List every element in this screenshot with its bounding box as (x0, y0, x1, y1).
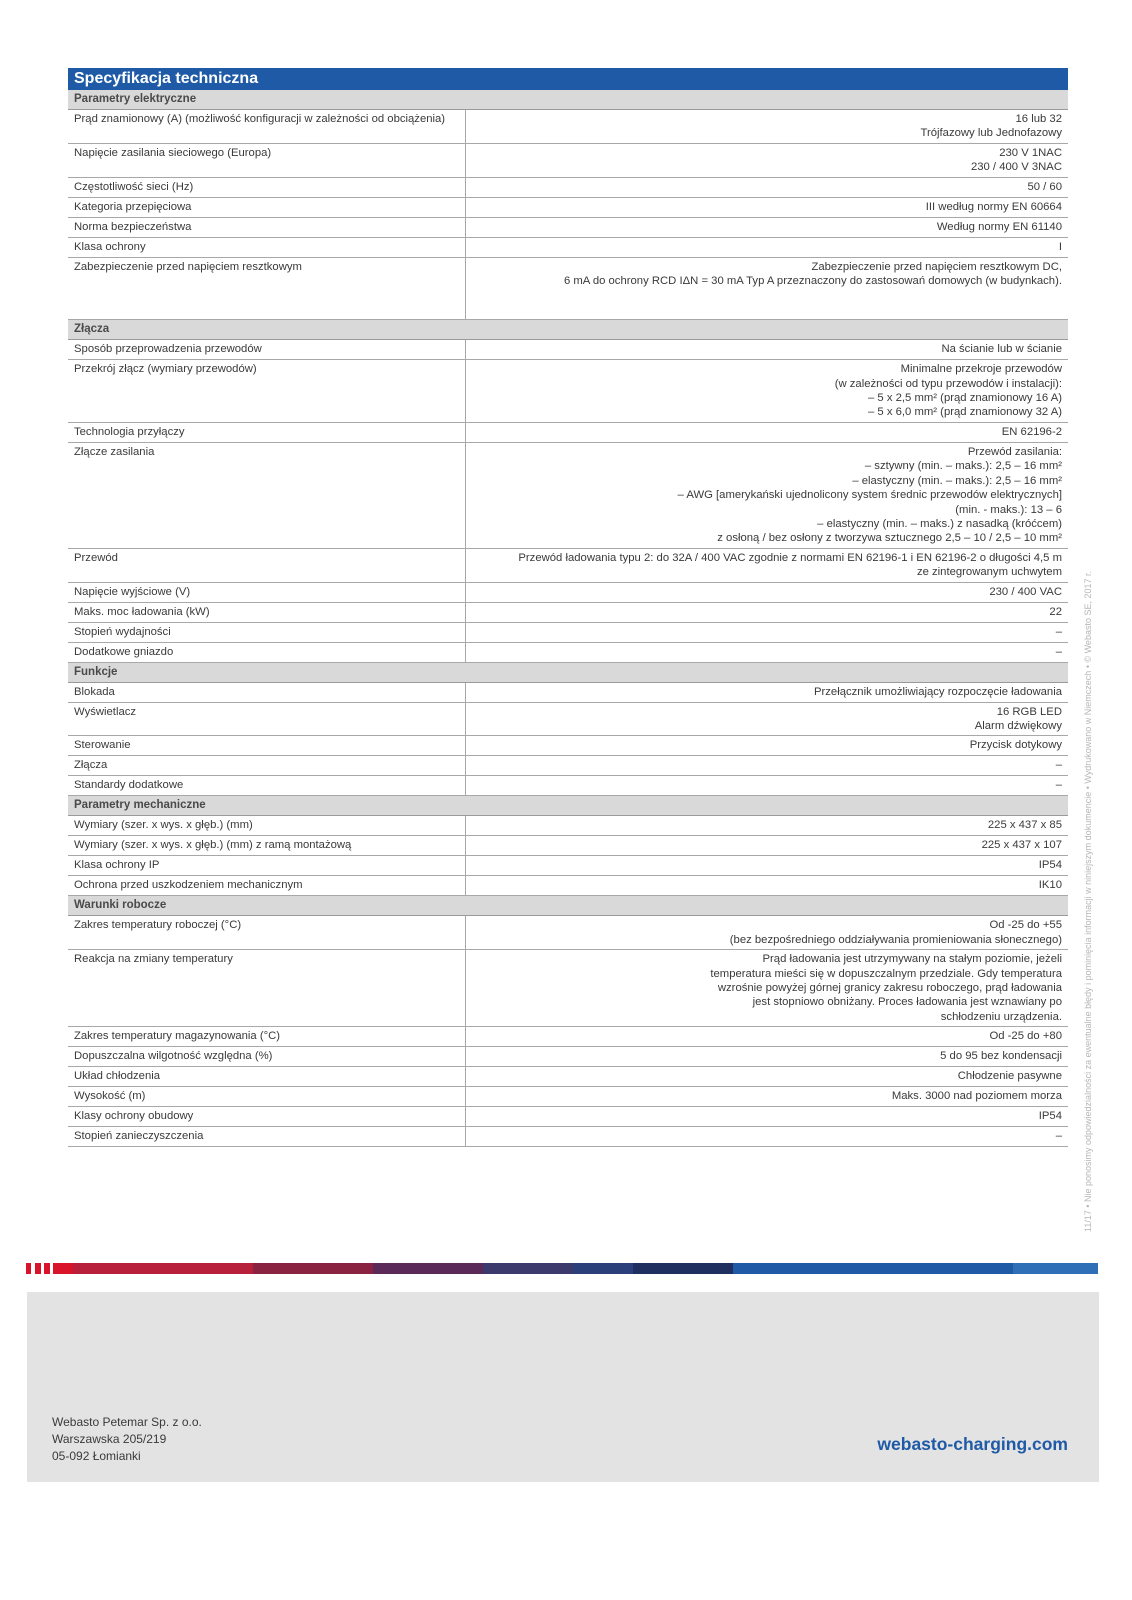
spec-label: Wymiary (szer. x wys. x głęb.) (mm) z ramą montażową (68, 836, 466, 855)
spec-value: 5 do 95 bez kondensacji (940, 1050, 1062, 1063)
spec-row (68, 1047, 1068, 1067)
spec-value: Minimalne przekroje przewodów (w zależności od typu przewodów i instalacji): – 5 x 2,5 mm² (prąd znamionowy 16 A) – 5 x 6,0 mm² (prąd znamionowy 32 A) (834, 363, 1062, 419)
footer (27, 1292, 1099, 1482)
spec-value: 230 V 1NAC 230 / 400 V 3NAC (970, 146, 1062, 174)
section-heading: Warunki robocze (68, 896, 1068, 916)
stripe-segment (483, 1263, 573, 1274)
spec-value: 16 RGB LED Alarm dźwiękowy (974, 705, 1062, 732)
company-city: 05-092 Łomianki (52, 1449, 141, 1463)
spec-value: Według normy EN 61140 (936, 220, 1062, 233)
spec-label: Przekrój złącz (wymiary przewodów) (68, 360, 466, 422)
spec-value: – (1055, 779, 1062, 792)
spec-row (68, 736, 1068, 756)
spec-label: Przewód (68, 549, 466, 582)
spec-label: Standardy dodatkowe (68, 776, 466, 795)
spec-label: Stopień wydajności (68, 623, 466, 642)
spec-row (68, 218, 1068, 238)
section-heading: Złącza (68, 320, 1068, 340)
spec-row (68, 258, 1068, 321)
spec-row (68, 876, 1068, 896)
spec-value: IK10 (1038, 879, 1062, 892)
spec-value: Przycisk dotykowy (969, 739, 1062, 752)
spec-value: III według normy EN 60664 (925, 200, 1062, 213)
spec-row (68, 916, 1068, 950)
spec-table (68, 68, 1068, 1147)
spec-row (68, 340, 1068, 360)
spec-row (68, 950, 1068, 1027)
spec-label: Układ chłodzenia (68, 1067, 466, 1086)
spec-row (68, 856, 1068, 876)
company-name: Webasto Petemar Sp. z o.o. (52, 1415, 202, 1429)
stripe-segment (873, 1263, 1013, 1274)
spec-label: Klasa ochrony (68, 238, 466, 257)
spec-value: – (1055, 645, 1062, 658)
spec-label: Norma bezpieczeństwa (68, 218, 466, 237)
spec-value: – (1055, 759, 1062, 772)
spec-row (68, 360, 1068, 423)
spec-label: Zakres temperatury roboczej (°C) (68, 916, 466, 949)
company-street: Warszawska 205/219 (52, 1432, 167, 1446)
spec-label: Klasy ochrony obudowy (68, 1107, 466, 1126)
spec-value: Maks. 3000 nad poziomem morza (891, 1090, 1062, 1103)
spec-sections (68, 90, 1068, 1147)
spec-row (68, 1107, 1068, 1127)
section-heading: Funkcje (68, 663, 1068, 683)
spec-value: Od -25 do +80 (989, 1030, 1062, 1043)
spec-label: Napięcie wyjściowe (V) (68, 583, 466, 602)
spec-label: Złącza (68, 756, 466, 775)
spec-row (68, 776, 1068, 796)
spec-label: Reakcja na zmiany temperatury (68, 950, 466, 1026)
stripe-segment (733, 1263, 873, 1274)
spec-row (68, 623, 1068, 643)
stripe-segment (1013, 1263, 1098, 1274)
spec-value: I (1058, 240, 1062, 253)
legal-side-note: 11/17 • Nie ponosimy odpowiedzialności za ewentualne błędy i pominięcia informacji w niniejszym dokumencie • Wydrukowano w Niemczech • © Webasto SE, 2017 r. (1083, 571, 1093, 1232)
spec-row (68, 443, 1068, 549)
spec-label: Kategoria przepięciowa (68, 198, 466, 217)
spec-value: Zabezpieczenie przed napięciem resztkowym DC, 6 mA do ochrony RCD IΔN = 30 mA Typ A przeznaczony do zastosowań domowych (w budynkach). (563, 260, 1062, 288)
spec-label: Maks. moc ładowania (kW) (68, 603, 466, 622)
spec-label: Wyświetlacz (68, 703, 466, 736)
spec-label: Złącze zasilania (68, 443, 466, 548)
spec-row (68, 756, 1068, 776)
spec-row (68, 549, 1068, 583)
stripe-segment (373, 1263, 483, 1274)
spec-label: Ochrona przed uszkodzeniem mechanicznym (68, 876, 466, 895)
spec-value: Od -25 do +55 (bez bezpośredniego oddziaływania promieniowania słonecznego) (729, 919, 1062, 946)
spec-value: Przewód ładowania typu 2: do 32A / 400 VAC zgodnie z normami EN 62196-1 i EN 62196-2 o długości 4,5 m ze zintegrowanym uchwytem (518, 551, 1062, 579)
spec-row (68, 836, 1068, 856)
spec-label: Dopuszczalna wilgotność względna (%) (68, 1047, 466, 1066)
spec-value: EN 62196-2 (1001, 425, 1062, 438)
spec-value: Chłodzenie pasywne (957, 1070, 1062, 1083)
website-link[interactable]: webasto-charging.com (877, 1434, 1068, 1454)
spec-row (68, 423, 1068, 443)
section-heading: Parametry mechaniczne (68, 796, 1068, 816)
spec-label: Wymiary (szer. x wys. x głęb.) (mm) (68, 816, 466, 835)
spec-label: Stopień zanieczyszczenia (68, 1127, 466, 1146)
spec-row (68, 603, 1068, 623)
spec-row (68, 683, 1068, 703)
spec-value: IP54 (1038, 1110, 1062, 1123)
spec-label: Prąd znamionowy (A) (możliwość konfiguracji w zależności od obciążenia) (68, 110, 466, 143)
spec-label: Technologia przyłączy (68, 423, 466, 442)
brand-color-stripe (26, 1263, 1098, 1274)
spec-label: Zabezpieczenie przed napięciem resztkowym (68, 258, 466, 320)
spec-value: 225 x 437 x 107 (981, 839, 1062, 852)
spec-label: Sposób przeprowadzenia przewodów (68, 340, 466, 359)
spec-label: Napięcie zasilania sieciowego (Europa) (68, 144, 466, 177)
spec-row (68, 1087, 1068, 1107)
spec-label: Dodatkowe gniazdo (68, 643, 466, 662)
spec-row (68, 198, 1068, 218)
spec-row (68, 1067, 1068, 1087)
spec-row (68, 238, 1068, 258)
spec-value: Przewód zasilania: – sztywny (min. – maks.): 2,5 – 16 mm² – elastyczny (min. – maks.): 2,5 – 16 mm² – AWG [amerykański ujednolicony system średnic przewodów elektrycznych] (min. - maks.): 13 – 6 – elastyczny (min. – maks.) z nasadką (króćcem) z osłoną / bez osłony z tworzywa sztucznego 2,5 – 10 / 2,5 – 10 mm² (677, 445, 1062, 545)
spec-row (68, 144, 1068, 178)
stripe-segment (253, 1263, 373, 1274)
spec-row (68, 583, 1068, 603)
stripe-segment (573, 1263, 633, 1274)
section-heading: Parametry elektryczne (68, 90, 1068, 110)
spec-row (68, 1127, 1068, 1147)
spec-row (68, 178, 1068, 198)
spec-label: Wysokość (m) (68, 1087, 466, 1106)
spec-label: Zakres temperatury magazynowania (°C) (68, 1027, 466, 1046)
spec-title: Specyfikacja techniczna (68, 68, 1068, 90)
stripe-segment (73, 1263, 253, 1274)
spec-value: Na ścianie lub w ścianie (941, 343, 1062, 356)
spec-row (68, 1027, 1068, 1047)
spec-label: Klasa ochrony IP (68, 856, 466, 875)
spec-value: Prąd ładowania jest utrzymywany na stałym poziomie, jeżeli temperatura mieści się w dopuszczalnym przedziale. Gdy temperatura wzrośnie powyżej górnej granicy zakresu roboczego, prąd ładowania jest stopniowo obniżany. Proces ładowania jest wznawiany po schłodzeniu urządzenia. (710, 953, 1062, 1023)
spec-row (68, 643, 1068, 663)
spec-value: 16 lub 32 Trójfazowy lub Jednofazowy (920, 113, 1062, 140)
spec-value: 225 x 437 x 85 (987, 819, 1062, 832)
spec-value: 22 (1049, 605, 1062, 618)
spec-value: IP54 (1038, 859, 1062, 872)
spec-value: Przełącznik umożliwiający rozpoczęcie ładowania (813, 685, 1062, 698)
spec-row (68, 110, 1068, 144)
company-address (52, 1414, 202, 1465)
spec-label: Blokada (68, 683, 466, 702)
stripe-segment (53, 1263, 73, 1274)
spec-value: – (1055, 1130, 1062, 1143)
stripe-segment (633, 1263, 733, 1274)
spec-row (68, 703, 1068, 737)
spec-value: 50 / 60 (1027, 180, 1062, 193)
spec-label: Sterowanie (68, 736, 466, 755)
spec-row (68, 816, 1068, 836)
spec-value: 230 / 400 VAC (989, 585, 1062, 598)
spec-label: Częstotliwość sieci (Hz) (68, 178, 466, 197)
spec-value: – (1055, 625, 1062, 638)
